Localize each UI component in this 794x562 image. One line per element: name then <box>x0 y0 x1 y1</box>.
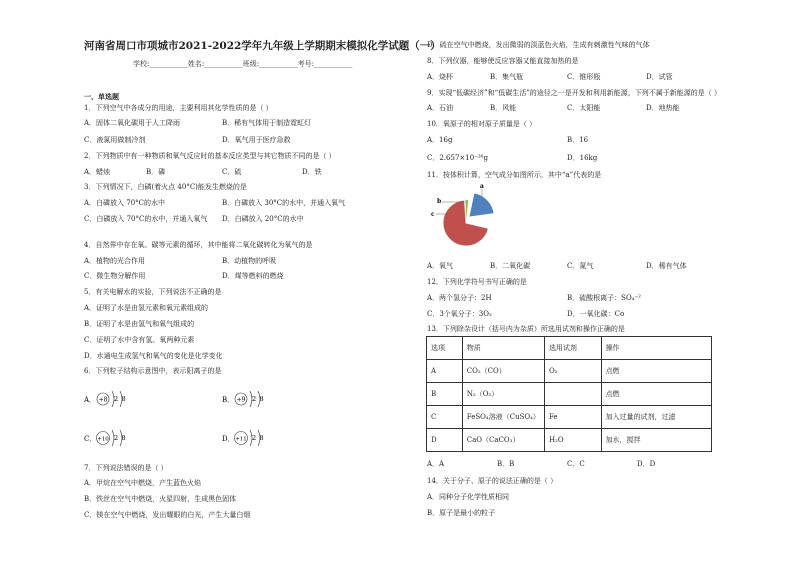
table-header: 物质 <box>462 337 544 360</box>
q10-stem: 10．氧原子的相对原子质量是（ ） <box>427 120 537 128</box>
table-cell: Fe <box>544 406 601 429</box>
q11-stem: 11．按体积计算，空气成分如图所示，其中“a”代表的是 <box>427 171 602 179</box>
student-info-line: 学校:___________姓名:___________班级:___________考号:___________ <box>133 60 353 68</box>
q8-option-b: B．集气瓶 <box>490 73 524 81</box>
q14-option-a: A．同种分子化学性质相同 <box>427 493 510 501</box>
q1-stem: 1．下列空气中各成分的用途，主要利用其化学性质的是（ ） <box>84 104 273 112</box>
nucleus-charge: +11 <box>235 436 247 443</box>
q3-stem: 3．下列情况下，白磷(着火点 40°C)能发生燃烧的是 <box>84 183 247 191</box>
table-header: 选用试剂 <box>544 337 601 360</box>
table-cell: 点燃 <box>601 360 711 383</box>
option-label: C． <box>84 435 97 443</box>
nucleus-charge: +10 <box>97 436 109 443</box>
table-cell: 加水，搅拌 <box>601 429 711 452</box>
q14-option-b: B．原子是最小的粒子 <box>427 509 496 517</box>
q9-option-c: C．太阳能 <box>567 104 601 112</box>
pie-label-c: c <box>431 211 435 218</box>
table-cell: CO₂（CO） <box>462 360 544 383</box>
table-cell: D <box>427 429 463 452</box>
shell-1-electrons: 2 <box>114 395 119 403</box>
q2-option-a: A．蜡烛 <box>84 168 111 176</box>
q4-option-c: C．微生物分解作用 <box>84 272 146 280</box>
q5-option-c: C．证明了水中含有氢、氧两种元素 <box>84 336 195 344</box>
q1-option-b: B．稀有气体用于制造霓虹灯 <box>222 119 312 127</box>
q1-option-c: C．液氮用做制冷剂 <box>84 136 146 144</box>
q6-option-a-diagram <box>84 386 144 412</box>
q12-stem: 12．下列化学符号书写正确的是 <box>427 278 527 286</box>
nucleus-charge: +8 <box>98 396 108 404</box>
q2-option-c: C．硫 <box>222 168 242 176</box>
q12-option-b: B．硫酸根离子：SO₄⁻² <box>567 294 641 302</box>
table-row <box>427 406 712 429</box>
q2-option-b: B．磷 <box>146 168 166 176</box>
q11-air-composition-pie <box>428 183 503 253</box>
q6-option-c-diagram <box>84 425 144 451</box>
nucleus-charge: +9 <box>236 396 246 404</box>
shell-2-electrons: 8 <box>259 434 264 442</box>
q4-option-d: D．煤等燃料的燃烧 <box>222 272 284 280</box>
q9-stem: 9．实现“低碳经济”和“低碳生活”的途径之一是开发和利用新能源，下列不属于新能源的是（ ） <box>427 89 721 97</box>
q9-option-a: A．石油 <box>427 104 454 112</box>
shell-1-electrons: 2 <box>252 434 257 442</box>
shell-2-electrons: 8 <box>259 395 264 403</box>
option-label: D． <box>222 435 235 443</box>
q10-option-c: C．2.657×10⁻²⁶g <box>427 154 488 162</box>
option-label: A． <box>84 396 97 404</box>
q3-option-a: A．白磷放入 70°C的水中 <box>84 199 166 207</box>
q8-option-d: D．试管 <box>646 73 673 81</box>
q6-option-d-diagram <box>222 425 282 451</box>
table-cell: C <box>427 406 463 429</box>
q3-option-d: D．白磷放入 20°C的水中 <box>222 215 304 223</box>
q13-stem: 13．下列除杂设计（括号内为杂质）所选用试剂和操作正确的是 <box>427 325 625 333</box>
q8-option-c: C．锥形瓶 <box>567 73 601 81</box>
shell-1-electrons: 2 <box>114 434 119 442</box>
q7-option-a: A．甲烷在空气中燃烧，产生蓝色火焰 <box>84 479 202 487</box>
q5-option-d: D．水通电生成氢气和氧气的变化是化学变化 <box>84 352 223 360</box>
q6-stem: 6．下列粒子结构示意图中，表示阳离子的是 <box>84 367 222 375</box>
q12-option-a: A．两个氢分子：2H <box>427 294 492 302</box>
q13-option-d: D．D <box>637 460 656 468</box>
q7-option-d: D．硫在空气中燃烧，发出微弱的淡蓝色火焰，生成有刺激性气味的气体 <box>427 41 650 49</box>
q7-option-b: B．铁丝在空气中燃烧，火星四射，生成黑色固体 <box>84 495 237 503</box>
table-row <box>427 360 712 383</box>
q13-option-a: A．A <box>427 460 445 468</box>
q7-stem: 7．下列说法错误的是（ ） <box>84 464 168 472</box>
table-header: 选项 <box>427 337 463 360</box>
pie-slice-b <box>465 200 468 224</box>
shell-2-electrons: 8 <box>121 395 126 403</box>
table-cell: H₂O <box>544 429 601 452</box>
section-heading: 一、单选题 <box>84 92 119 101</box>
q8-option-a: A．烧杯 <box>427 73 454 81</box>
q5-option-b: B．证明了水是由氢气和氧气组成的 <box>84 320 195 328</box>
q11-option-c: C．氮气 <box>567 262 594 270</box>
table-cell <box>544 383 601 406</box>
q4-option-a: A．植物的光合作用 <box>84 257 146 265</box>
q11-option-b: B．二氧化碳 <box>490 262 531 270</box>
q12-option-d: D．一氧化碳：Co <box>567 310 625 318</box>
q10-option-b: B．16 <box>567 136 589 144</box>
page-title: 河南省周口市项城市2021-2022学年九年级上学期期末模拟化学试题（一） <box>84 40 441 52</box>
q7-option-c: C．镁在空气中燃烧，发出耀眼的白光，产生大量白烟 <box>84 511 251 519</box>
table-cell: FeSO₄溶液（CuSO₄） <box>462 406 544 429</box>
q4-option-b: B．动植物的呼吸 <box>222 257 277 265</box>
q5-stem: 5．有关电解水的实验，下列说法不正确的是 <box>84 288 222 296</box>
table-header: 操作 <box>601 337 711 360</box>
q4-stem: 4．自然界中存在氧、碳等元素的循环，其中能将二氧化碳转化为氧气的是 <box>84 241 313 249</box>
q9-option-d: D．地热能 <box>646 104 680 112</box>
q12-option-c: C．3个氧分子：3O₂ <box>427 310 492 318</box>
q13-option-b: B．B <box>497 460 515 468</box>
q3-option-b: B．白磷放入 30°C的水中，并通入氧气 <box>222 199 346 207</box>
q9-option-b: B．风能 <box>490 104 517 112</box>
table-cell: CaO（CaCO₃） <box>462 429 544 452</box>
shell-1-electrons: 2 <box>252 395 257 403</box>
shell-2-electrons: 8 <box>121 434 126 442</box>
q10-option-d: D．16kg <box>567 154 598 162</box>
table-cell: 加入过量的试剂，过滤 <box>601 406 711 429</box>
table-cell: 点燃 <box>601 383 711 406</box>
table-cell: N₂（O₂） <box>462 383 544 406</box>
q14-stem: 14．关于分子、原子的说法正确的是（ ） <box>427 477 558 485</box>
table-cell: O₂ <box>544 360 601 383</box>
option-label: B． <box>222 396 235 404</box>
table-row <box>427 429 712 452</box>
q11-option-a: A．氧气 <box>427 262 454 270</box>
q2-option-d: D．铁 <box>302 168 322 176</box>
q1-option-d: D．氧气用于医疗急救 <box>222 136 291 144</box>
pie-label-a: a <box>480 183 484 190</box>
q2-stem: 2．下列物质中有一种物质和氧气反应时的基本反应类型与其它物质不同的是（ ） <box>84 152 336 160</box>
table-cell: B <box>427 383 463 406</box>
q13-option-c: C．C <box>567 460 585 468</box>
pie-label-b: b <box>437 198 442 205</box>
q10-option-a: A．16g <box>427 136 453 144</box>
q3-option-c: C．白磷放入 70°C的水中，并通入氧气 <box>84 215 208 223</box>
q11-option-d: D．稀有气体 <box>646 262 687 270</box>
table-header-row <box>427 337 712 360</box>
pie-slice-a <box>469 193 494 217</box>
table-cell: A <box>427 360 463 383</box>
q8-stem: 8．下列仪器，能够使反应容器又能直接加热的是 <box>427 57 579 65</box>
q6-option-b-diagram <box>222 386 282 412</box>
q1-option-a: A．固体二氧化碳用于人工降雨 <box>84 119 181 127</box>
q13-table <box>426 336 712 452</box>
q5-option-a: A．证明了水是由氢元素和氧元素组成的 <box>84 304 209 312</box>
table-row <box>427 383 712 406</box>
